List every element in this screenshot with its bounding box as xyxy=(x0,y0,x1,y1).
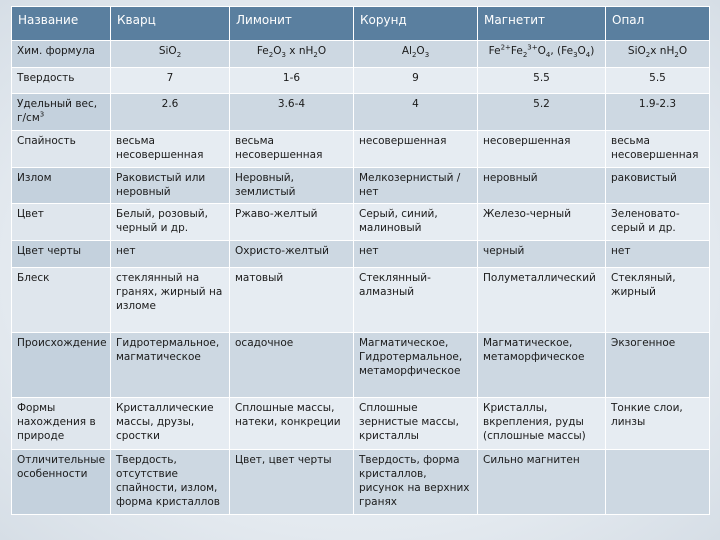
header-mineral: Магнетит xyxy=(478,7,606,41)
table-row xyxy=(12,67,710,94)
row-label: Удельный вес, $г/см^3$ xyxy=(12,94,111,131)
table-cell: несовершенная xyxy=(354,130,478,167)
table-cell: Гидротермальное, магматическое xyxy=(111,333,230,398)
table-cell: 5.5 xyxy=(478,67,606,94)
minerals-table-container xyxy=(11,6,709,515)
table-cell: весьма несовершенная xyxy=(230,130,354,167)
row-label: Спайность xyxy=(12,130,111,167)
table-row xyxy=(12,41,710,68)
row-label: Отличительные особенности xyxy=(12,449,111,514)
table-cell: весьма несовершенная xyxy=(111,130,230,167)
header-mineral: Корунд xyxy=(354,7,478,41)
row-label: Блеск xyxy=(12,267,111,332)
table-cell: 5.5 xyxy=(606,67,710,94)
table-cell: весьма несовершенная xyxy=(606,130,710,167)
table-cell: стеклянный на гранях, жирный на изломе xyxy=(111,267,230,332)
table-cell: Полуметаллический xyxy=(478,267,606,332)
table-cell: черный xyxy=(478,241,606,268)
table-cell: Сильно магнитен xyxy=(478,449,606,514)
table-cell: нет xyxy=(354,241,478,268)
table-cell: 2.6 xyxy=(111,94,230,131)
table-cell: раковистый xyxy=(606,167,710,204)
table-cell: 4 xyxy=(354,94,478,131)
table-cell: Охристо-желтый xyxy=(230,241,354,268)
row-label: Происхождение xyxy=(12,333,111,398)
table-cell: $Fe^{2+}Fe_2^{3+}O_4$, $(Fe_3O_4)$ xyxy=(478,41,606,68)
table-cell: SiO$_2$ xyxy=(111,41,230,68)
table-cell: Твердость, форма кристаллов, рисунок на верхних гранях xyxy=(354,449,478,514)
table-cell: Зеленовато-серый и др. xyxy=(606,204,710,241)
table-row xyxy=(12,333,710,398)
table-cell: SiO$_2$x $nH_2O$ xyxy=(606,41,710,68)
table-cell: 1-6 xyxy=(230,67,354,94)
table-cell: 5.2 xyxy=(478,94,606,131)
table-cell: Стекляный, жирный xyxy=(606,267,710,332)
table-cell: $Al_2O_3$ xyxy=(354,41,478,68)
table-cell: нет xyxy=(606,241,710,268)
row-label: Хим. формула xyxy=(12,41,111,68)
table-cell: Сплошные зернистые массы, кристаллы xyxy=(354,398,478,449)
table-row xyxy=(12,94,710,131)
table-cell: Раковистый или неровный xyxy=(111,167,230,204)
table-cell: Цвет, цвет черты xyxy=(230,449,354,514)
header-mineral: Опал xyxy=(606,7,710,41)
table-cell: Магматическое, Гидротермальное, метаморфическое xyxy=(354,333,478,398)
table-row xyxy=(12,449,710,514)
table-cell: $Fe_2O_3$ x $nH_2O$ xyxy=(230,41,354,68)
row-label: Твердость xyxy=(12,67,111,94)
table-cell: матовый xyxy=(230,267,354,332)
table-cell: Серый, синий, малиновый xyxy=(354,204,478,241)
table-cell: неровный xyxy=(478,167,606,204)
table-cell xyxy=(606,449,710,514)
row-label: Цвет xyxy=(12,204,111,241)
table-cell: Белый, розовый, черный и др. xyxy=(111,204,230,241)
table-row xyxy=(12,267,710,332)
table-cell: Экзогенное xyxy=(606,333,710,398)
table-cell: Стеклянный-алмазный xyxy=(354,267,478,332)
table-cell: Железо-черный xyxy=(478,204,606,241)
table-cell: 1.9-2.3 xyxy=(606,94,710,131)
table-cell: 9 xyxy=(354,67,478,94)
table-cell: Кристаллы, вкрепления, руды (сплошные массы) xyxy=(478,398,606,449)
table-cell: Твердость, отсутствие спайности, излом, форма кристаллов xyxy=(111,449,230,514)
header-name: Название xyxy=(12,7,111,41)
table-cell: Магматическое, метаморфическое xyxy=(478,333,606,398)
table-cell: Мелкозернистый / нет xyxy=(354,167,478,204)
table-row xyxy=(12,241,710,268)
table-row xyxy=(12,398,710,449)
table-cell: 7 xyxy=(111,67,230,94)
minerals-table xyxy=(11,6,710,515)
table-cell: Неровный, землистый xyxy=(230,167,354,204)
table-row xyxy=(12,130,710,167)
row-label: Цвет черты xyxy=(12,241,111,268)
table-cell: осадочное xyxy=(230,333,354,398)
table-cell: Тонкие слои, линзы xyxy=(606,398,710,449)
table-cell: нет xyxy=(111,241,230,268)
header-row xyxy=(12,7,710,41)
table-row xyxy=(12,204,710,241)
row-label: Формы нахождения в природе xyxy=(12,398,111,449)
table-cell: несовершенная xyxy=(478,130,606,167)
table-cell: Сплошные массы, натеки, конкреции xyxy=(230,398,354,449)
header-mineral: Кварц xyxy=(111,7,230,41)
table-cell: Кристаллические массы, друзы, сростки xyxy=(111,398,230,449)
table-cell: Ржаво-желтый xyxy=(230,204,354,241)
table-row xyxy=(12,167,710,204)
header-mineral: Лимонит xyxy=(230,7,354,41)
row-label: Излом xyxy=(12,167,111,204)
table-cell: 3.6-4 xyxy=(230,94,354,131)
